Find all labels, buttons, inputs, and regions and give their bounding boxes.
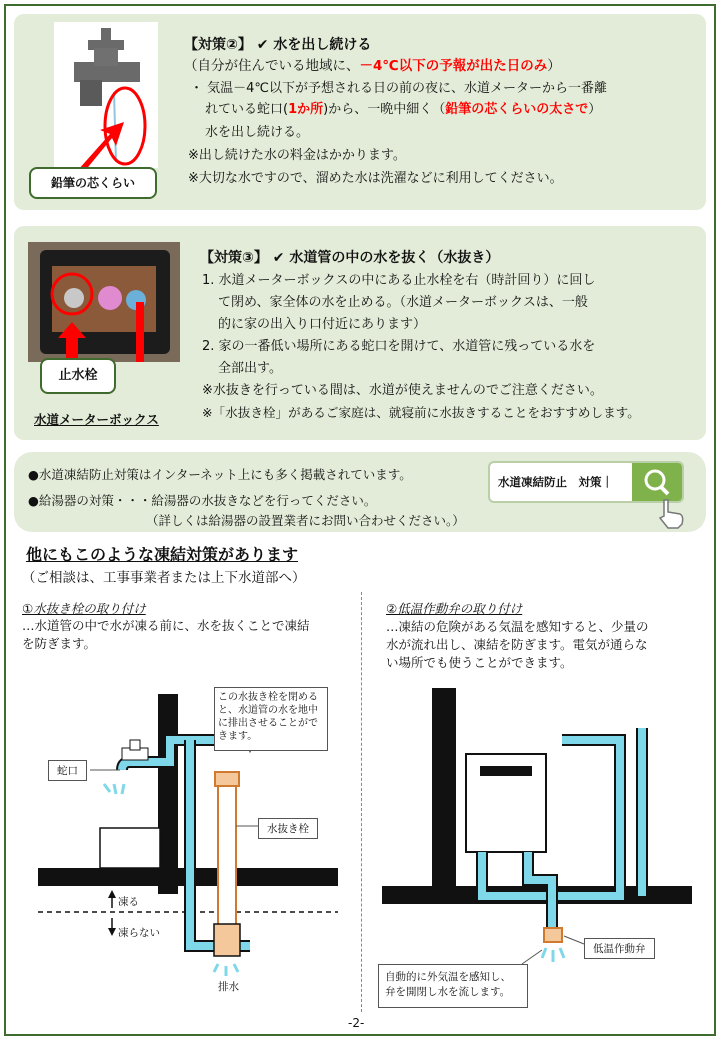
- condition-text: （自分が住んでいる地域に、: [184, 58, 360, 74]
- measure2-note2: ※大切な水ですので、溜めた水は洗濯などに利用してください。: [188, 171, 563, 186]
- measure3-title: 【対策③】 ✔ 水道管の中の水を抜く（水抜き）: [200, 250, 500, 266]
- faucet-icon: [54, 22, 158, 168]
- right-desc1: …凍結の危険がある気温を感知すると、少量の: [386, 619, 649, 634]
- measure2-line1: ・ 気温－4℃以下が予想される日の前の夜に、水道メーターから一番離: [190, 81, 608, 96]
- nofreeze-label: 凍らない: [118, 927, 160, 939]
- callout-line: この水抜き栓を閉める: [218, 692, 318, 703]
- callout-line: きます。: [218, 731, 258, 742]
- measure2-line3: 水を出し続ける。: [205, 125, 310, 140]
- condition-close: ）: [547, 58, 561, 74]
- other-measures-heading: 他にもこのような凍結対策があります: [26, 545, 299, 564]
- pencil-lead-label: 鉛筆の芯くらい: [29, 167, 157, 199]
- l2c: ）: [588, 102, 602, 117]
- measure2-note1: ※出し続けた水の料金はかかります。: [188, 148, 406, 163]
- info-bullet3: （詳しくは給湯器の設置業者にお問い合わせください。）: [146, 513, 465, 528]
- drain-valve-tag: 水抜き栓: [258, 818, 318, 839]
- l2-red2: 鉛筆の芯くらいの太さで: [445, 102, 589, 117]
- right-title: ②低温作動弁の取り付け: [386, 601, 523, 616]
- meter-box-label: 水道メーターボックス: [34, 412, 159, 427]
- page-number: -2-: [348, 1016, 365, 1030]
- column-divider: [361, 592, 362, 1012]
- info-bullet1: ●水道凍結防止対策はインターネット上にも多く掲載されています。: [28, 467, 412, 482]
- other-measures-sub: （ご相談は、工事事業者または上下水道部へ）: [22, 570, 306, 586]
- condition-red: －4℃以下の予報が出た日のみ: [359, 58, 548, 74]
- measure3-line5: 全部出す。: [218, 361, 282, 376]
- meter-box-photo: [28, 242, 180, 362]
- left-title: ①水抜き栓の取り付け: [22, 601, 146, 616]
- drain-label: 排水: [218, 981, 239, 993]
- drain-valve-callout: [214, 687, 328, 751]
- left-desc2: を防ぎます。: [22, 636, 97, 651]
- measure2-condition: [184, 57, 561, 75]
- callout-line: 弁を開閉し水を流します。: [385, 986, 511, 998]
- low-temp-valve-diagram: [372, 680, 702, 1010]
- left-desc1: …水道管の中で水が凍る前に、水を抜くことで凍結: [22, 618, 310, 633]
- shutoff-valve-label: 止水栓: [40, 358, 116, 394]
- search-input[interactable]: 水道凍結防止 対策｜: [498, 475, 613, 489]
- low-temp-valve-tag: 低温作動弁: [584, 938, 655, 959]
- right-desc3: い場所でも使うことができます。: [386, 655, 573, 670]
- measure3-line4: 2. 家の一番低い場所にある蛇口を開けて、水道管に残っている水を: [202, 339, 596, 354]
- freeze-label: 凍る: [118, 896, 139, 908]
- measure2-title: 【対策②】 ✔ 水を出し続ける: [184, 37, 372, 53]
- valve-arrow-icon: [52, 322, 92, 362]
- low-temp-valve-callout: [378, 964, 528, 1008]
- faucet-photo: [54, 22, 158, 168]
- search-box[interactable]: [488, 461, 684, 503]
- callout-line: に排出させることがで: [218, 718, 318, 729]
- measure3-line3: 的に家の出入り口付近にあります）: [218, 317, 427, 332]
- measure3-line2: て閉め、家全体の水を止める。（水道メーターボックスは、一般: [218, 295, 588, 310]
- l2a: れている蛇口(: [205, 102, 289, 117]
- measure2-line2: [205, 101, 601, 119]
- callout-line: 自動的に外気温を感知し、: [385, 971, 511, 983]
- meter-box-icon: [28, 242, 180, 362]
- faucet-tag: 蛇口: [48, 760, 87, 781]
- measure3-line1: 1. 水道メーターボックスの中にある止水栓を右（時計回り）に回し: [202, 273, 596, 288]
- l2-red: 1か所: [288, 102, 324, 117]
- l2b: )から、一晩中細く（: [323, 102, 446, 117]
- measure3-note2: ※「水抜き栓」があるご家庭は、就寝前に水抜きすることをおすすめします。: [202, 405, 640, 420]
- callout-line: と、水道管の水を地中: [218, 705, 318, 716]
- right-desc2: 水が流れ出し、凍結を防ぎます。電気が通らな: [386, 637, 648, 652]
- measure3-note1: ※水抜きを行っている間は、水道が使えませんのでご注意ください。: [202, 383, 603, 398]
- pointer-hand-icon: [656, 496, 690, 530]
- info-bullet2: ●給湯器の対策・・・給湯器の水抜きなどを行ってください。: [28, 493, 377, 508]
